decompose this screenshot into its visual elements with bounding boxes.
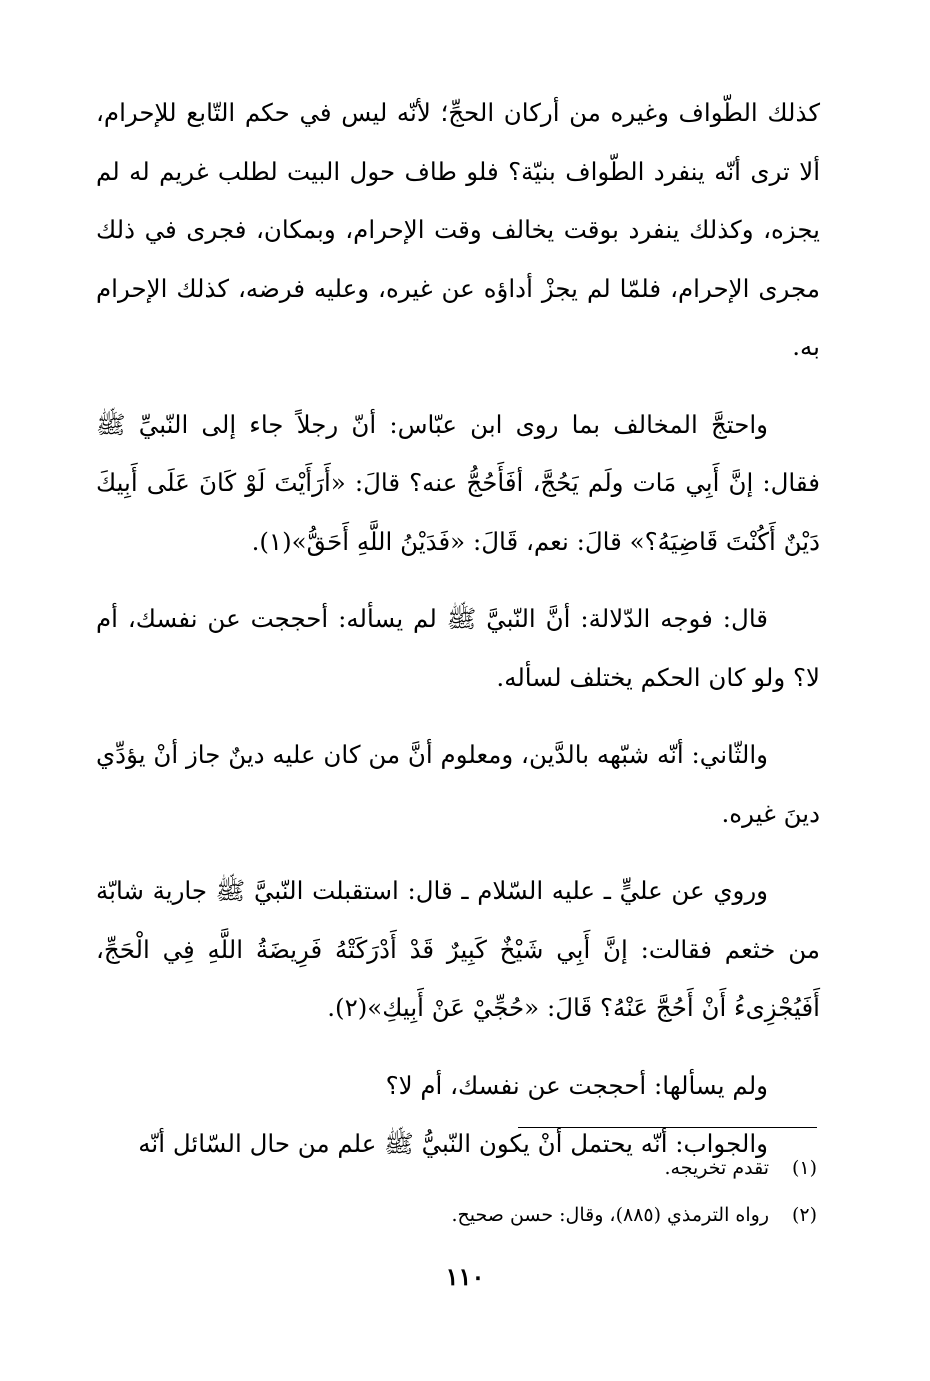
paragraph: كذلك الطّواف وغيره من أركان الحجِّ؛ لأنّه ليس في حكم التّابع للإحرام، ألا ترى أنّه ينفرد الطّواف بنيّة؟ فلو طاف حول البيت لطلب غريم له لم يجزه، وكذلك ينفرد بوقت يخالف وقت الإحرام، وبمكان، فجرى في ذلك مجرى الإحرام، فلمّا لم يجزْ أداؤه عن غيره، وعليه فرضه، كذلك الإحرام به. xyxy=(96,98,820,361)
paragraph: وروي عن عليٍّ ـ عليه السّلام ـ قال: استقبلت النّبيَّ ﷺ جارية شابّة من خثعم فقالت: إنَّ أَبِي شَيْخٌ كَبِيرٌ قَدْ أَدْرَكَتْهُ فَرِيضَةُ اللَّهِ فِي الْحَجِّ، أَفَيُجْزِىءُ أَنْ أَحُجَّ عَنْهُ؟ قَالَ: «حُجِّيْ عَنْ أَبِيكِ»(٢). xyxy=(96,876,820,1022)
main-text xyxy=(96,84,820,1193)
footnote-number: (٢) xyxy=(791,1204,817,1226)
footnote xyxy=(300,1145,817,1192)
paragraph: والثّاني: أنّه شبّهه بالدَّين، ومعلوم أنَّ من كان عليه دينٌ جاز أنْ يؤدِّي دينَ غيره. xyxy=(96,740,820,828)
footnote-divider xyxy=(518,1127,817,1128)
footnote-text: تقدم تخريجه. xyxy=(664,1157,769,1179)
footnote xyxy=(300,1192,817,1239)
page-number: ١١٠ xyxy=(445,1262,485,1291)
paragraph: ولم يسألها: أحججت عن نفسك، أم لا؟ xyxy=(385,1070,768,1100)
paragraph: واحتجَّ المخالف بما روى ابن عبّاس: أنّ رجلاً جاء إلى النّبيِّ ﷺ فقال: إنَّ أَبِي مَات ولَم يَحُجَّ، أفَأَحُجُّ عنه؟ قالَ: «أَرَأَيْتَ لَوْ كَانَ عَلَى أَبِيكَ دَيْنٌ أَكُنْتَ قَاضِيَهُ؟» قالَ: نعم، قَالَ: «فَدَيْنُ اللَّهِ أَحَقُّ»(١). xyxy=(96,409,820,556)
paragraph: قال: فوجه الدّلالة: أنَّ النّبيَّ ﷺ لم يسأله: أحججت عن نفسك، أم لا؟ ولو كان الحكم يختلف لسأله. xyxy=(96,604,820,692)
paragraph: والجواب: أنّه يحتمل أنْ يكون النّبيُّ ﷺ علم من حال السّائل أنّه xyxy=(138,1129,768,1158)
footnotes xyxy=(300,1145,817,1239)
footnote-number: (١) xyxy=(791,1157,817,1179)
footnote-text: رواه الترمذي (٨٨٥)، وقال: حسن صحيح. xyxy=(451,1204,769,1226)
